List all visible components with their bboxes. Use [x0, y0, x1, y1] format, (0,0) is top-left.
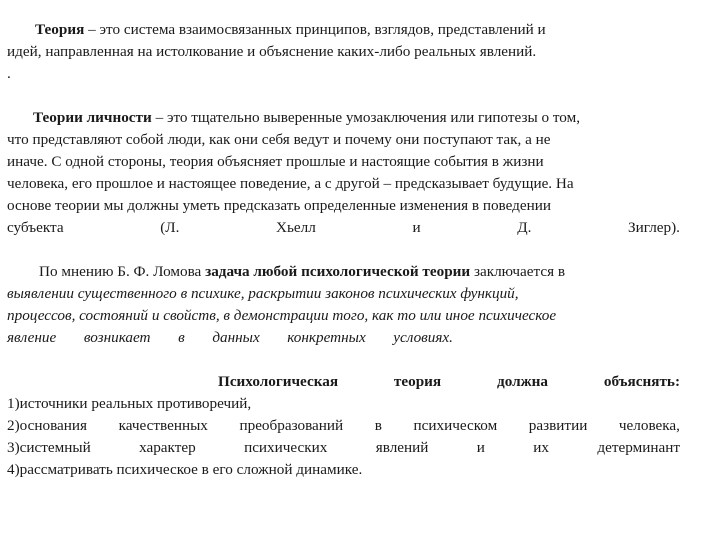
- word: Хьелл: [276, 219, 316, 236]
- para2-line2: что представляют собой люди, как они себя ведут и почему они поступают так, а не: [7, 131, 551, 148]
- para2-line1: [7, 107, 680, 129]
- para2-line5: основе теории мы должны уметь предсказать определенные изменения в поведении: [7, 197, 552, 214]
- word: психическом: [413, 417, 498, 434]
- heading-word: теория: [393, 373, 442, 390]
- para1-line1: [7, 19, 680, 41]
- word: преобразований: [239, 417, 344, 434]
- heading-word: Психологическая: [218, 373, 339, 390]
- word: психических: [244, 439, 328, 456]
- word: детерминант: [597, 439, 680, 456]
- para3-line1: [7, 261, 680, 283]
- word: (Л.: [160, 219, 180, 236]
- word: 2)основания: [7, 417, 88, 434]
- word: 3)системный: [7, 439, 91, 456]
- word: явление: [7, 329, 57, 346]
- term-teorii-lichnosti: Теории личности: [33, 109, 152, 126]
- para3-line4: [7, 327, 453, 349]
- word: человека,: [618, 417, 680, 434]
- term-teoriya: Теория: [35, 21, 85, 38]
- word: в: [374, 417, 382, 434]
- word: возникает: [83, 329, 151, 346]
- para3-lead: По мнению Б. Ф. Ломова: [39, 263, 206, 280]
- word: в: [178, 329, 185, 346]
- list-item-1: 1)источники реальных противоречий,: [7, 395, 252, 412]
- para2-line6: [7, 217, 680, 239]
- para3-tail: заключается в: [470, 263, 566, 280]
- word: условиях.: [393, 329, 453, 346]
- heading-last-word: [604, 371, 680, 393]
- heading-word: объяснять:: [603, 373, 680, 390]
- word: Зиглер).: [628, 219, 680, 236]
- word: Д.: [517, 219, 532, 236]
- heading-word: должна: [497, 373, 548, 390]
- para1-dot: .: [7, 65, 11, 82]
- para1-line2: идей, направленная на истолкование и объяснение каких-либо реальных явлений.: [7, 43, 537, 60]
- word: конкретных: [287, 329, 366, 346]
- word: явлений: [375, 439, 429, 456]
- list-item-4: 4)рассматривать психическое в его сложной динамике.: [7, 461, 363, 478]
- word: их: [533, 439, 550, 456]
- para4-heading: [218, 371, 680, 393]
- list-item-3: [7, 437, 680, 459]
- list-item-2: [7, 415, 680, 437]
- word: качественных: [118, 417, 208, 434]
- para2-line1-text: – это тщательно выверенные умозаключения или гипотезы о том,: [151, 109, 581, 126]
- para1-line1-text: – это система взаимосвязанных принципов, взглядов, представлений и: [84, 21, 546, 38]
- word: и: [412, 219, 421, 236]
- para3-line2: выявлении существенного в психике, раскрытии законов психических функций,: [7, 285, 519, 302]
- para3-line3: процессов, состояний и свойств, в демонстрации того, как то или иное психическое: [7, 307, 557, 324]
- word: субъекта: [7, 219, 64, 236]
- word: данных: [212, 329, 260, 346]
- para3-bold: задача любой психологической теории: [205, 263, 471, 280]
- para2-line4: человека, его прошлое и настоящее поведение, а с другой – предсказывает будущие. На: [7, 175, 574, 192]
- word: характер: [139, 439, 196, 456]
- para2-line3: иначе. С одной стороны, теория объясняет прошлые и настоящие события в жизни: [7, 153, 544, 170]
- word: развитии: [528, 417, 588, 434]
- word: и: [476, 439, 485, 456]
